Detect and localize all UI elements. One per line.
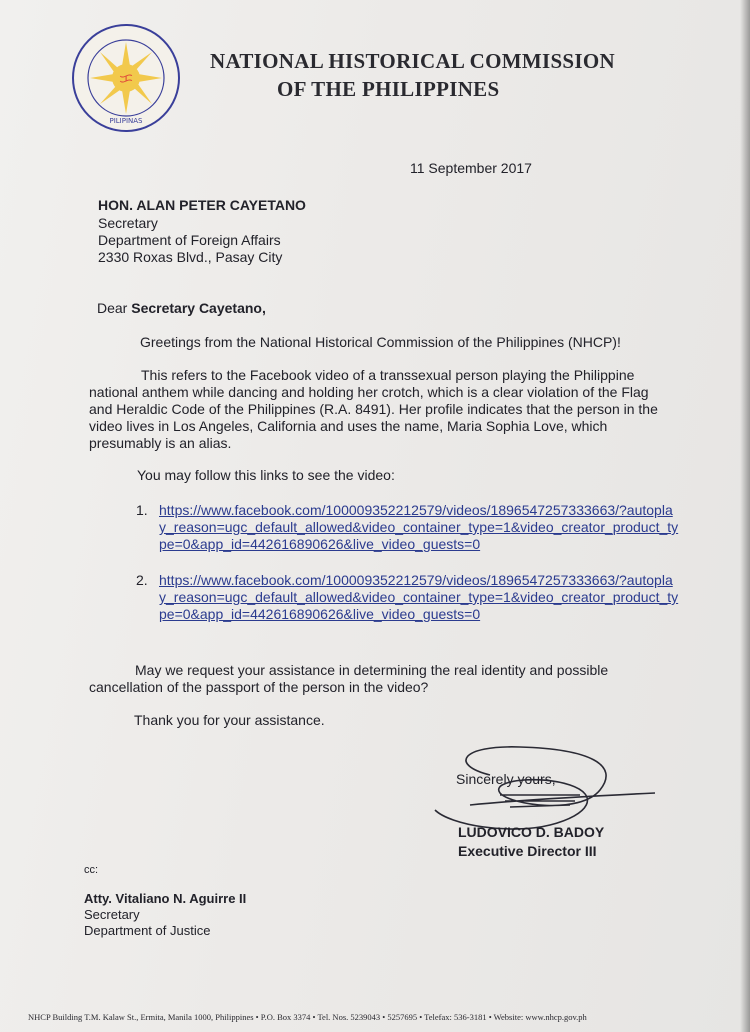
closing-line: Sincerely yours, [456,771,556,787]
salutation-prefix: Dear [97,300,132,316]
video-link-1[interactable]: https://www.facebook.com/100009352212579/videos/1896547257333663/?autoplay_reason=ugc_default_allowed&video_container_type=1&video_creator_product_type=0&app_id=442616890626&live_video_guests=0 [159,502,679,552]
signatory-title: Executive Director III [458,843,597,859]
greeting: Greetings from the National Historical Commission of the Philippines (NHCP)! [140,334,621,350]
body-paragraph-1: This refers to the Facebook video of a transsexual person playing the Philippine national anthem while dancing and holding her crotch, which is a clear violation of the Flag and Heraldic Code of the Philippines (R.A. 8491). Her profile indicates that the person in the video lives in Los Angeles, California and uses the name, Maria Sophia Love, which presumably is an alias. [89,367,658,451]
recipient-title: Secretary [98,215,158,231]
org-name-line2: OF THE PHILIPPINES [277,77,500,101]
nhcp-seal-icon [70,22,182,134]
body-paragraph-2: May we request your assistance in determining the real identity and possible cancellation of the passport of the person in the video? [89,662,609,695]
link-number-2: 2. [136,572,148,588]
video-link-2[interactable]: https://www.facebook.com/100009352212579/videos/1896547257333663/?autoplay_reason=ugc_default_allowed&video_container_type=1&video_creator_product_type=0&app_id=442616890626&live_video_guests=0 [159,572,679,622]
cc-name: Atty. Vitaliano N. Aguirre II [84,891,247,906]
follow-links-text: You may follow this links to see the video: [137,467,395,483]
salutation-name: Secretary Cayetano, [131,300,266,316]
cc-label: cc: [84,864,99,876]
recipient-office: Department of Foreign Affairs [98,232,281,248]
svg-text:ᜃ: ᜃ [119,71,133,87]
recipient-address: 2330 Roxas Blvd., Pasay City [98,249,283,265]
salutation [97,300,266,317]
org-name-line1: NATIONAL HISTORICAL COMMISSION [210,49,615,73]
cc-office: Department of Justice [84,923,211,938]
cc-title: Secretary [84,907,140,922]
page-edge-shadow [740,0,750,1032]
recipient-name: HON. ALAN PETER CAYETANO [98,197,306,213]
letter-date: 11 September 2017 [410,160,532,176]
footer-contact: NHCP Building T.M. Kalaw St., Ermita, Manila 1000, Philippines • P.O. Box 3374 • Tel. Nos. 5239043 • 5257695 • Telefax: 536-3181 • Website: www.nhcp.gov.ph [28,1012,587,1022]
link-number-1: 1. [136,502,148,518]
svg-text:PILIPINAS: PILIPINAS [109,117,143,125]
signatory-name: LUDOVICO D. BADOY [458,824,605,840]
thanks-line: Thank you for your assistance. [134,712,325,728]
